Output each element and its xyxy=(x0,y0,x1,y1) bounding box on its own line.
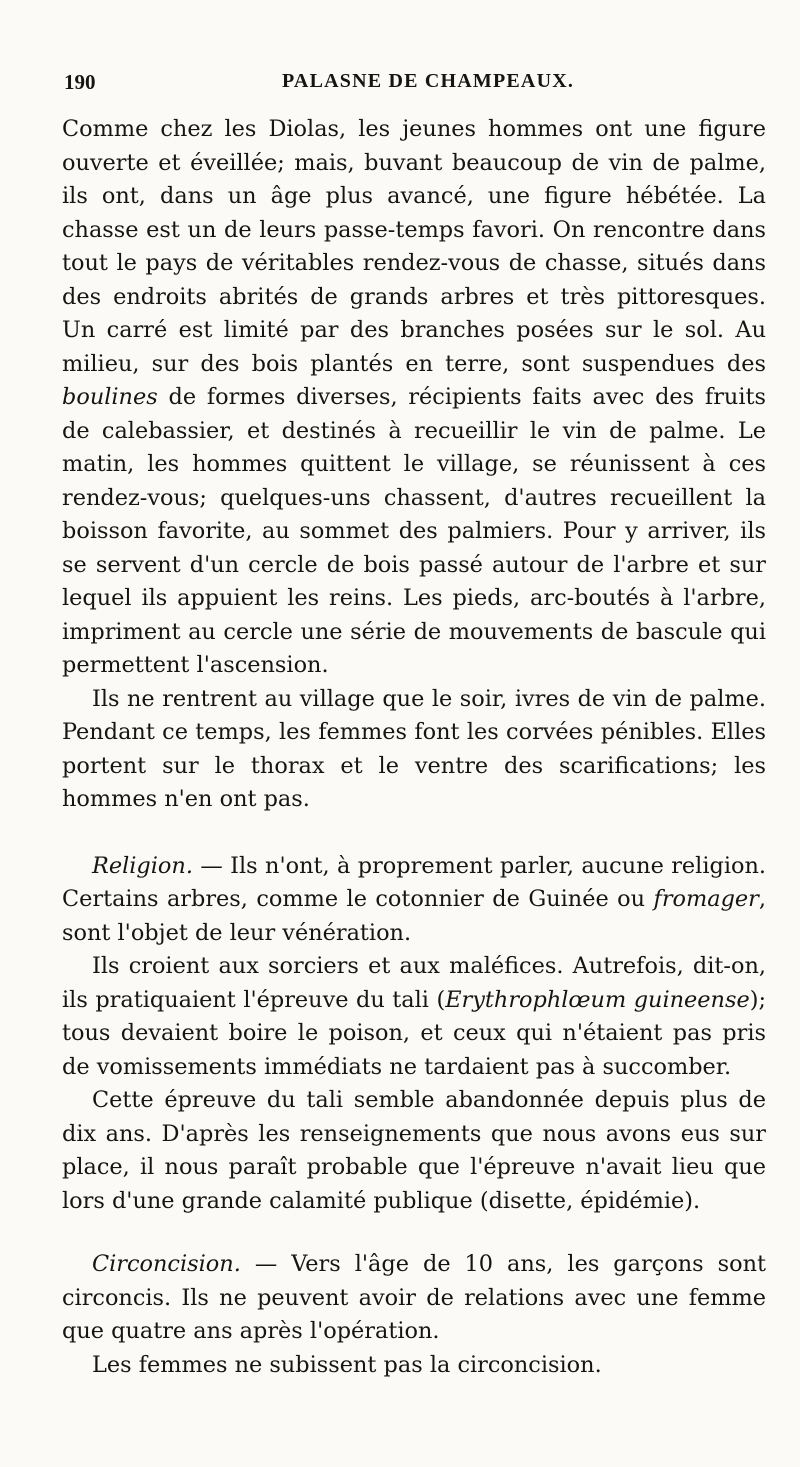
paragraph-diolas xyxy=(62,113,766,683)
paragraph-sorciers xyxy=(62,950,766,1084)
paragraph-text-end: ); tous devaient boire le poison, et ceux qui n'étaient pas pris de vomissements immédiats ne tardaient pas à succomber. xyxy=(62,986,767,1080)
religion-text: — Ils n'ont, à proprement parler, aucune religion. Certains arbres, comme le cotonnier de Guinée ou xyxy=(62,852,767,912)
page-number: 190 xyxy=(64,70,96,94)
italic-term-fromager: fromager xyxy=(653,886,759,912)
paragraph-tali: Cette épreuve du tali semble abandonnée depuis plus de dix ans. D'après les renseignements que nous avons eus sur place, il nous paraît probable que l'épreuve n'avait lieu que lors d'une grande calamité publique (disette, épidémie). xyxy=(62,1087,766,1214)
religion-text-end: , sont l'objet de leur vénération. xyxy=(62,886,766,946)
page-body xyxy=(62,113,766,1382)
section-heading-religion: Religion. xyxy=(92,852,193,879)
paragraph-text: Ils croient aux sorciers et aux maléfices. Autrefois, dit-on, ils pratiquaient l'épreuve du tali ( xyxy=(62,953,766,1013)
page-header xyxy=(64,70,760,104)
italic-term-boulines: boulines xyxy=(62,384,158,410)
paragraph-text-continued: de formes diverses, récipients faits avec des fruits de calebassier, et destinés à recueillir le vin de palme. Le matin, les hommes quittent le village, se réunissent à ces rendez-vous; quelques-uns chassent, d'autres recueillent la boisson favorite, au sommet des palmiers. Pour y arriver, ils se servent d'un cercle de bois passé autour de l'arbre et sur lequel ils appuient les reins. Les pieds, arc-boutés à l'arbre, impriment au cercle une série de mouvements de bascule qui permettent l'ascension. xyxy=(62,384,766,678)
paragraph-village: Ils ne rentrent au village que le soir, ivres de vin de palme. Pendant ce temps, les femmes font les corvées pénibles. Elles portent sur le thorax et le ventre des scarifications; les hommes n'en ont pas. xyxy=(62,685,766,812)
paragraph-text: Comme chez les Diolas, les jeunes hommes ont une figure ouverte et éveillée; mais, buvant beaucoup de vin de palme, ils ont, dans un âge plus avancé, une figure hébétée. La chasse est un de leurs passe-temps favori. On rencontre dans tout le pays de véritables rendez-vous de chasse, situés dans des endroits abrités de grands arbres et très pittoresques. Un carré est limité par des branches posées sur le sol. Au milieu, sur des bois plantés en terre, sont suspendues des xyxy=(62,116,766,377)
circoncision-text: — Vers l'âge de 10 ans, les garçons sont circoncis. Ils ne peuvent avoir de relations avec une femme que quatre ans après l'opération. xyxy=(62,1251,766,1344)
paragraph-circoncision xyxy=(62,1248,766,1349)
paragraph-femmes: Les femmes ne subissent pas la circoncision. xyxy=(92,1351,602,1378)
section-heading-circoncision: Circoncision. xyxy=(92,1251,241,1277)
italic-species-name: Erythrophlœum guineense xyxy=(445,986,750,1013)
running-title: PALASNE DE CHAMPEAUX. xyxy=(282,70,575,92)
paragraph-religion xyxy=(62,850,766,951)
